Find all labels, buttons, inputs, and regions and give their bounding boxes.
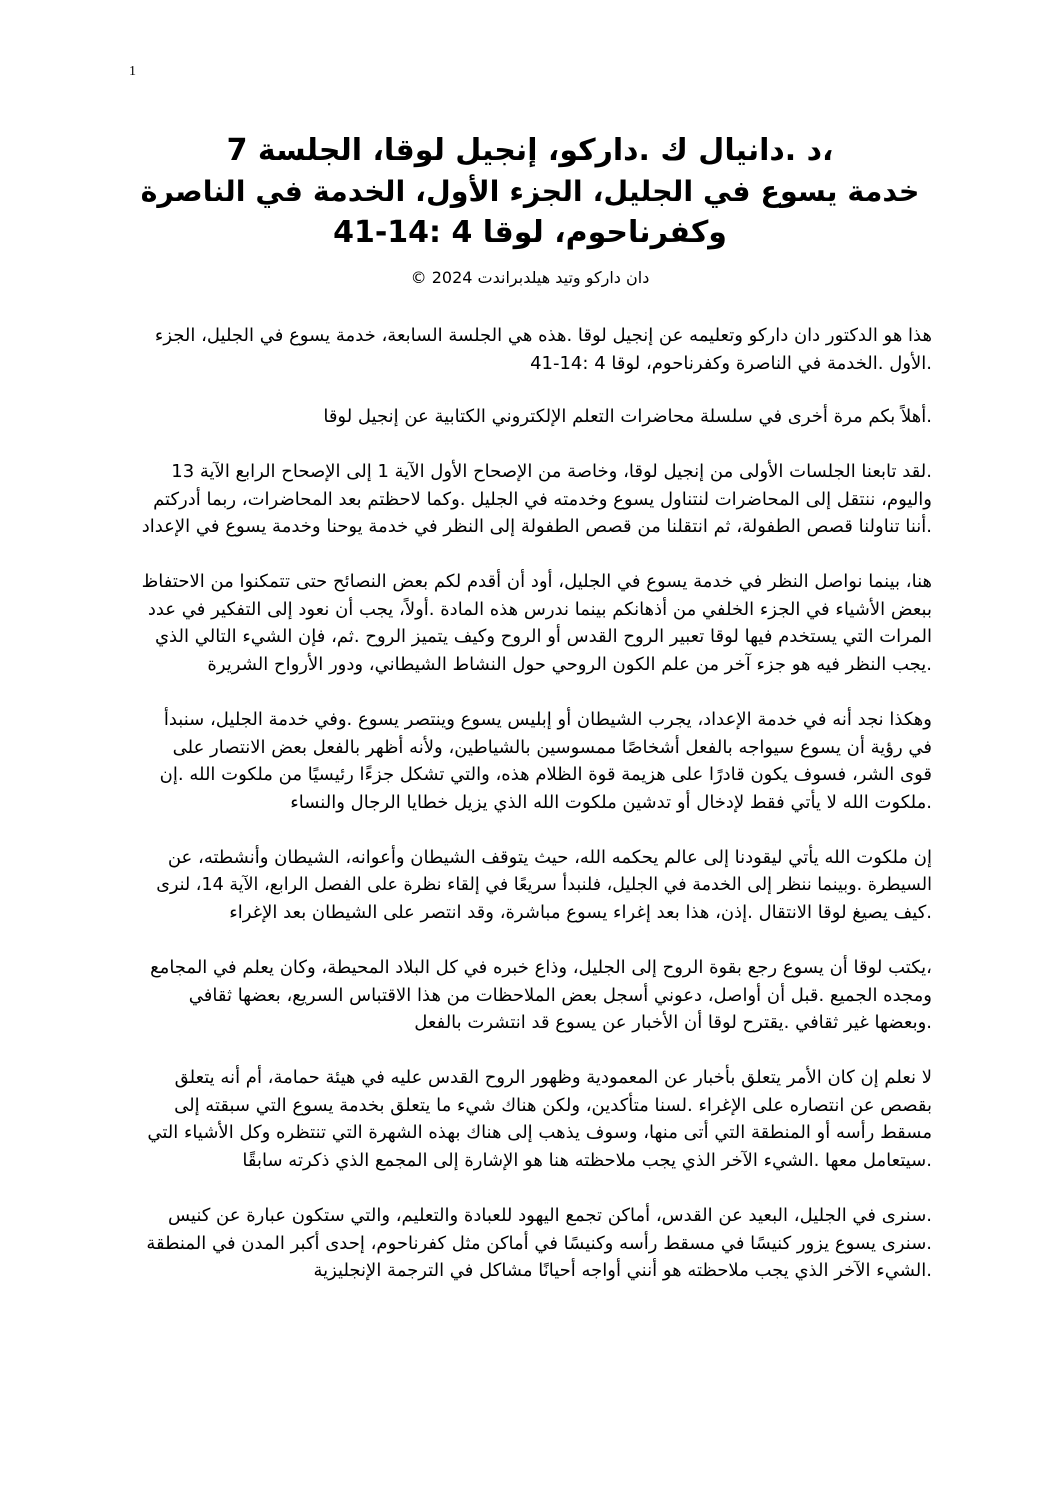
text-line: .لقد تابعنا الجلسات الأولى من إنجيل لوقا، وخاصة من الإصحاح الأول الآية 1 إلى الإصحاح الرابع الآية 13 bbox=[171, 461, 932, 482]
text-line: ،يكتب لوقا أن يسوع رجع بقوة الروح إلى الجليل، وذاع خبره في كل البلاد المحيطة، وكان يعلم في المجامع bbox=[150, 957, 932, 978]
text-line: مسقط رأسه أو المنطقة التي أتى منها، وسوف يذهب إلى هناك بهذه الشهرة التي تنتظره وكل الأشياء التي bbox=[147, 1122, 932, 1143]
text-line: وهكذا نجد أنه في خدمة الإعداد، يجرب الشيطان أو إبليس يسوع وينتصر يسوع .وفي خدمة الجليل، سنبدأ bbox=[163, 709, 932, 730]
text-line: .ملكوت الله لا يأتي فقط لإدخال أو تدشين ملكوت الله الذي يزيل خطايا الرجال والنساء bbox=[290, 791, 932, 813]
text-line: المرات التي يستخدم فيها لوقا تعبير الروح القدس أو الروح وكيف يتميز الروح .ثم، فإن الشيء التالي الذي bbox=[154, 626, 932, 647]
text-line: هذا هو الدكتور دان داركو وتعليمه عن إنجيل لوقا .هذه هي الجلسة السابعة، خدمة يسوع في الجليل، الجزء bbox=[154, 325, 932, 346]
text-line: لا نعلم إن كان الأمر يتعلق بأخبار عن المعمودية وظهور الروح القدس عليه في هيئة حمامة، أم أنه يتعلق bbox=[174, 1067, 932, 1088]
paragraph-synagogue bbox=[138, 1202, 932, 1285]
text-line: السيطرة .وبينما ننظر إلى الخدمة في الجليل، فلنبدأ سريعًا في إلقاء نظرة على الفصل الرابع، الآية 14، لنرى bbox=[156, 874, 932, 895]
text-line: .الأول .الخدمة في الناصرة وكفرناحوم، لوقا 4 :14-41 bbox=[530, 352, 932, 374]
paragraph-news bbox=[138, 1064, 932, 1174]
text-line: إن ملكوت الله يأتي ليقودنا إلى عالم يحكمه الله، حيث يتوقف الشيطان وأعوانه، الشيطان وأنشطته، عن bbox=[167, 847, 932, 868]
copyright-notice: دان داركو وتيد هيلدبراندت 2024 © bbox=[410, 268, 650, 287]
text-line: ومجده الجميع .قبل أن أواصل، دعوني أسجل بعض الملاحظات من هذا الاقتباس السريع، بعضها ثقافي bbox=[188, 984, 932, 1006]
text-line: بقصص عن انتصاره على الإغراء .لسنا متأكدين، ولكن هناك شيء ما يتعلق بخدمة يسوع التي سبقته إلى bbox=[174, 1094, 932, 1116]
paragraph-intro bbox=[138, 322, 932, 377]
text-line: .سنرى في الجليل، البعيد عن القدس، أماكن تجمع اليهود للعبادة والتعليم، والتي ستكون عبارة عن كنيس bbox=[167, 1205, 932, 1226]
text-line: في رؤية أن يسوع سيواجه بالفعل أشخاصًا ممسوسين بالشياطين، ولأنه أظهر بالفعل بعض الانتصار على bbox=[172, 736, 932, 758]
text-line: ببعض الأشياء في الجزء الخلفي من أذهانكم بينما ندرس هذه المادة .أولاً، يجب أن نعود إلى التفكير في عدد bbox=[147, 598, 932, 620]
paragraph-luke-writes bbox=[138, 954, 932, 1037]
text-line: .أهلاً بكم مرة أخرى في سلسلة محاضرات التعلم الإلكتروني الكتابية عن إنجيل لوقا bbox=[323, 406, 932, 427]
page-number: 1 bbox=[129, 64, 136, 79]
title-line: خدمة يسوع في الجليل، الجزء الأول، الخدمة في الناصرة bbox=[140, 175, 920, 208]
text-line: .الشيء الآخر الذي يجب ملاحظته هو أنني أواجه أحيانًا مشاكل في الترجمة الإنجليزية bbox=[313, 1260, 932, 1281]
text-line: هنا، بينما نواصل النظر في خدمة يسوع في الجليل، أود أن أقدم لكم بعض النصائح حتى تتمكنوا من الاحتفاظ bbox=[141, 571, 932, 592]
text-line: قوى الشر، فسوف يكون قادرًا على هزيمة قوة الظلام هذه، والتي تشكل جزءًا رئيسيًا من ملكوت الله .إن bbox=[159, 764, 932, 785]
text-line: .وبعضها غير ثقافي .يقترح لوقا أن الأخبار عن يسوع قد انتشرت بالفعل bbox=[414, 1012, 932, 1033]
paragraph-kingdom bbox=[138, 844, 932, 927]
paragraph-welcome bbox=[138, 403, 932, 431]
paragraph-tips bbox=[138, 568, 932, 678]
text-line: .يجب النظر فيه هو جزء آخر من علم الكون الروحي حول النشاط الشيطاني، ودور الأرواح الشريرة bbox=[207, 653, 932, 675]
paragraph-previous-sessions bbox=[138, 458, 932, 541]
title-line: وكفرناحوم، لوقا 4 :14-41 bbox=[333, 215, 727, 250]
document-title bbox=[140, 130, 920, 253]
text-line: واليوم، ننتقل إلى المحاضرات لنتناول يسوع وخدمته في الجليل .وكما لاحظتم بعد المحاضرات، ربما أدركتم bbox=[153, 488, 932, 510]
text-line: .أننا تناولنا قصص الطفولة، ثم انتقلنا من قصص الطفولة إلى النظر في خدمة يوحنا وخدمة يسوع في الإعداد bbox=[141, 516, 932, 537]
paragraph-temptation bbox=[138, 706, 932, 816]
title-line: ،د .دانيال ك .داركو، إنجيل لوقا، الجلسة 7 bbox=[226, 133, 834, 168]
text-line: .كيف يصيغ لوقا الانتقال .إذن، هذا بعد إغراء يسوع مباشرة، وقد انتصر على الشيطان بعد الإغراء bbox=[229, 902, 932, 923]
text-line: .سيتعامل معها .الشيء الآخر الذي يجب ملاحظته هنا هو الإشارة إلى المجمع الذي ذكرته سابقًا bbox=[242, 1149, 932, 1171]
text-line: .سنرى يسوع يزور كنيسًا في مسقط رأسه وكنيسًا في أماكن مثل كفرناحوم، إحدى أكبر المدن في المنطقة bbox=[146, 1232, 932, 1254]
